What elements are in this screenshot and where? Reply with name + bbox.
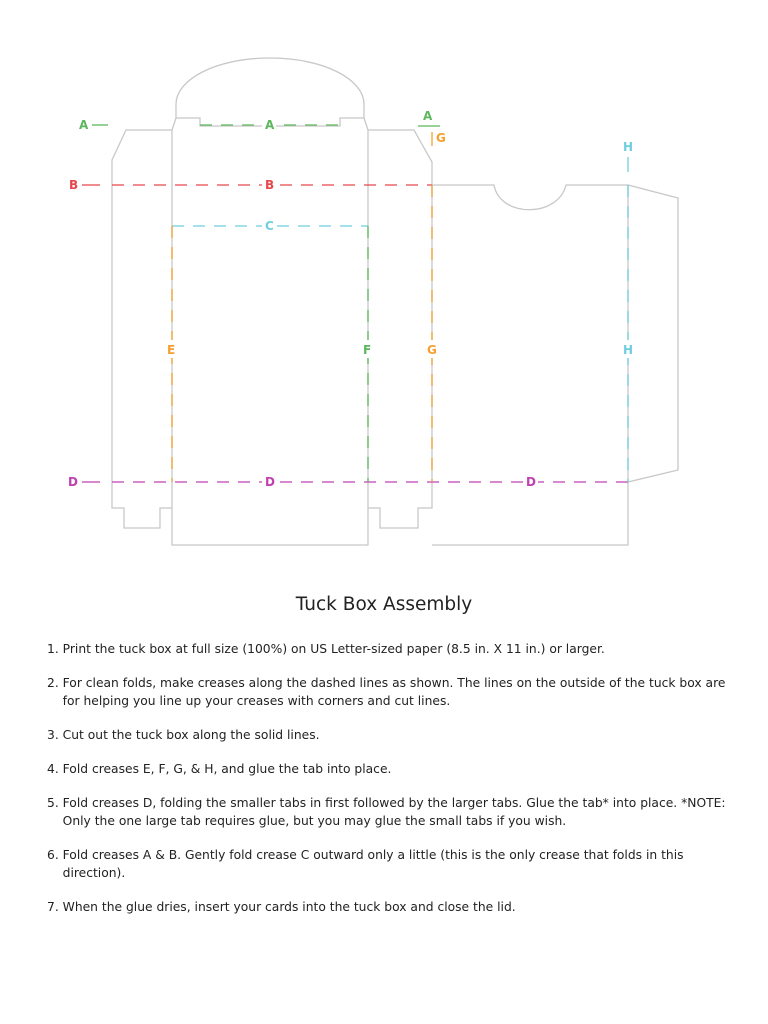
instruction-step — [47, 640, 737, 658]
step-number: 1. — [47, 642, 63, 656]
step-text: Print the tuck box at full size (100%) on US Letter-sized paper (8.5 in. X 11 in.) or larger. — [62, 642, 605, 656]
step-number: 2. — [47, 676, 63, 690]
alignment-guides — [82, 125, 628, 482]
step-text: Cut out the tuck box along the solid lines. — [62, 728, 320, 742]
label-h-top: H — [623, 140, 634, 154]
instruction-step — [47, 898, 737, 916]
step-text: For clean folds, make creases along the dashed lines as shown. The lines on the outside of the tuck box are for helping you line up your creases with corners and cut lines. — [62, 676, 726, 708]
instruction-step — [47, 846, 737, 882]
step-number: 4. — [47, 762, 63, 776]
label-a-right: A — [423, 109, 433, 123]
label-a-center: A — [265, 118, 275, 132]
label-d-left: D — [68, 475, 78, 489]
label-c-center: C — [265, 219, 274, 233]
step-text: When the glue dries, insert your cards into the tuck box and close the lid. — [62, 900, 516, 914]
label-d-right: D — [526, 475, 536, 489]
label-d-center: D — [265, 475, 275, 489]
label-b-left: B — [69, 178, 79, 192]
step-number: 7. — [47, 900, 63, 914]
cut-outline — [112, 58, 678, 545]
step-text: Fold creases A & B. Gently fold crease C outward only a little (this is the only crease that folds in this direction). — [62, 848, 684, 880]
label-e: E — [167, 343, 176, 357]
label-g-mid: G — [427, 343, 437, 357]
label-h-mid: H — [623, 343, 634, 357]
step-number: 5. — [47, 796, 63, 810]
instruction-step — [47, 726, 737, 744]
step-number: 3. — [47, 728, 63, 742]
step-text: Fold creases E, F, G, & H, and glue the tab into place. — [62, 762, 392, 776]
instruction-step — [47, 674, 737, 710]
label-a-left: A — [79, 118, 89, 132]
label-b-center: B — [265, 178, 275, 192]
crease-labels — [68, 109, 636, 490]
page-title: Tuck Box Assembly — [295, 594, 473, 615]
label-g-top: G — [436, 131, 446, 145]
step-number: 6. — [47, 848, 63, 862]
instruction-step — [47, 794, 737, 830]
instruction-list — [47, 640, 737, 932]
instruction-step — [47, 760, 737, 778]
label-f: F — [363, 343, 372, 357]
crease-lines — [112, 125, 628, 482]
step-text: Fold creases D, folding the smaller tabs in first followed by the larger tabs. Glue the tab* into place. *NOTE: Only the one large tab requires glue, but you may glue the small tabs if you wish. — [62, 796, 726, 828]
